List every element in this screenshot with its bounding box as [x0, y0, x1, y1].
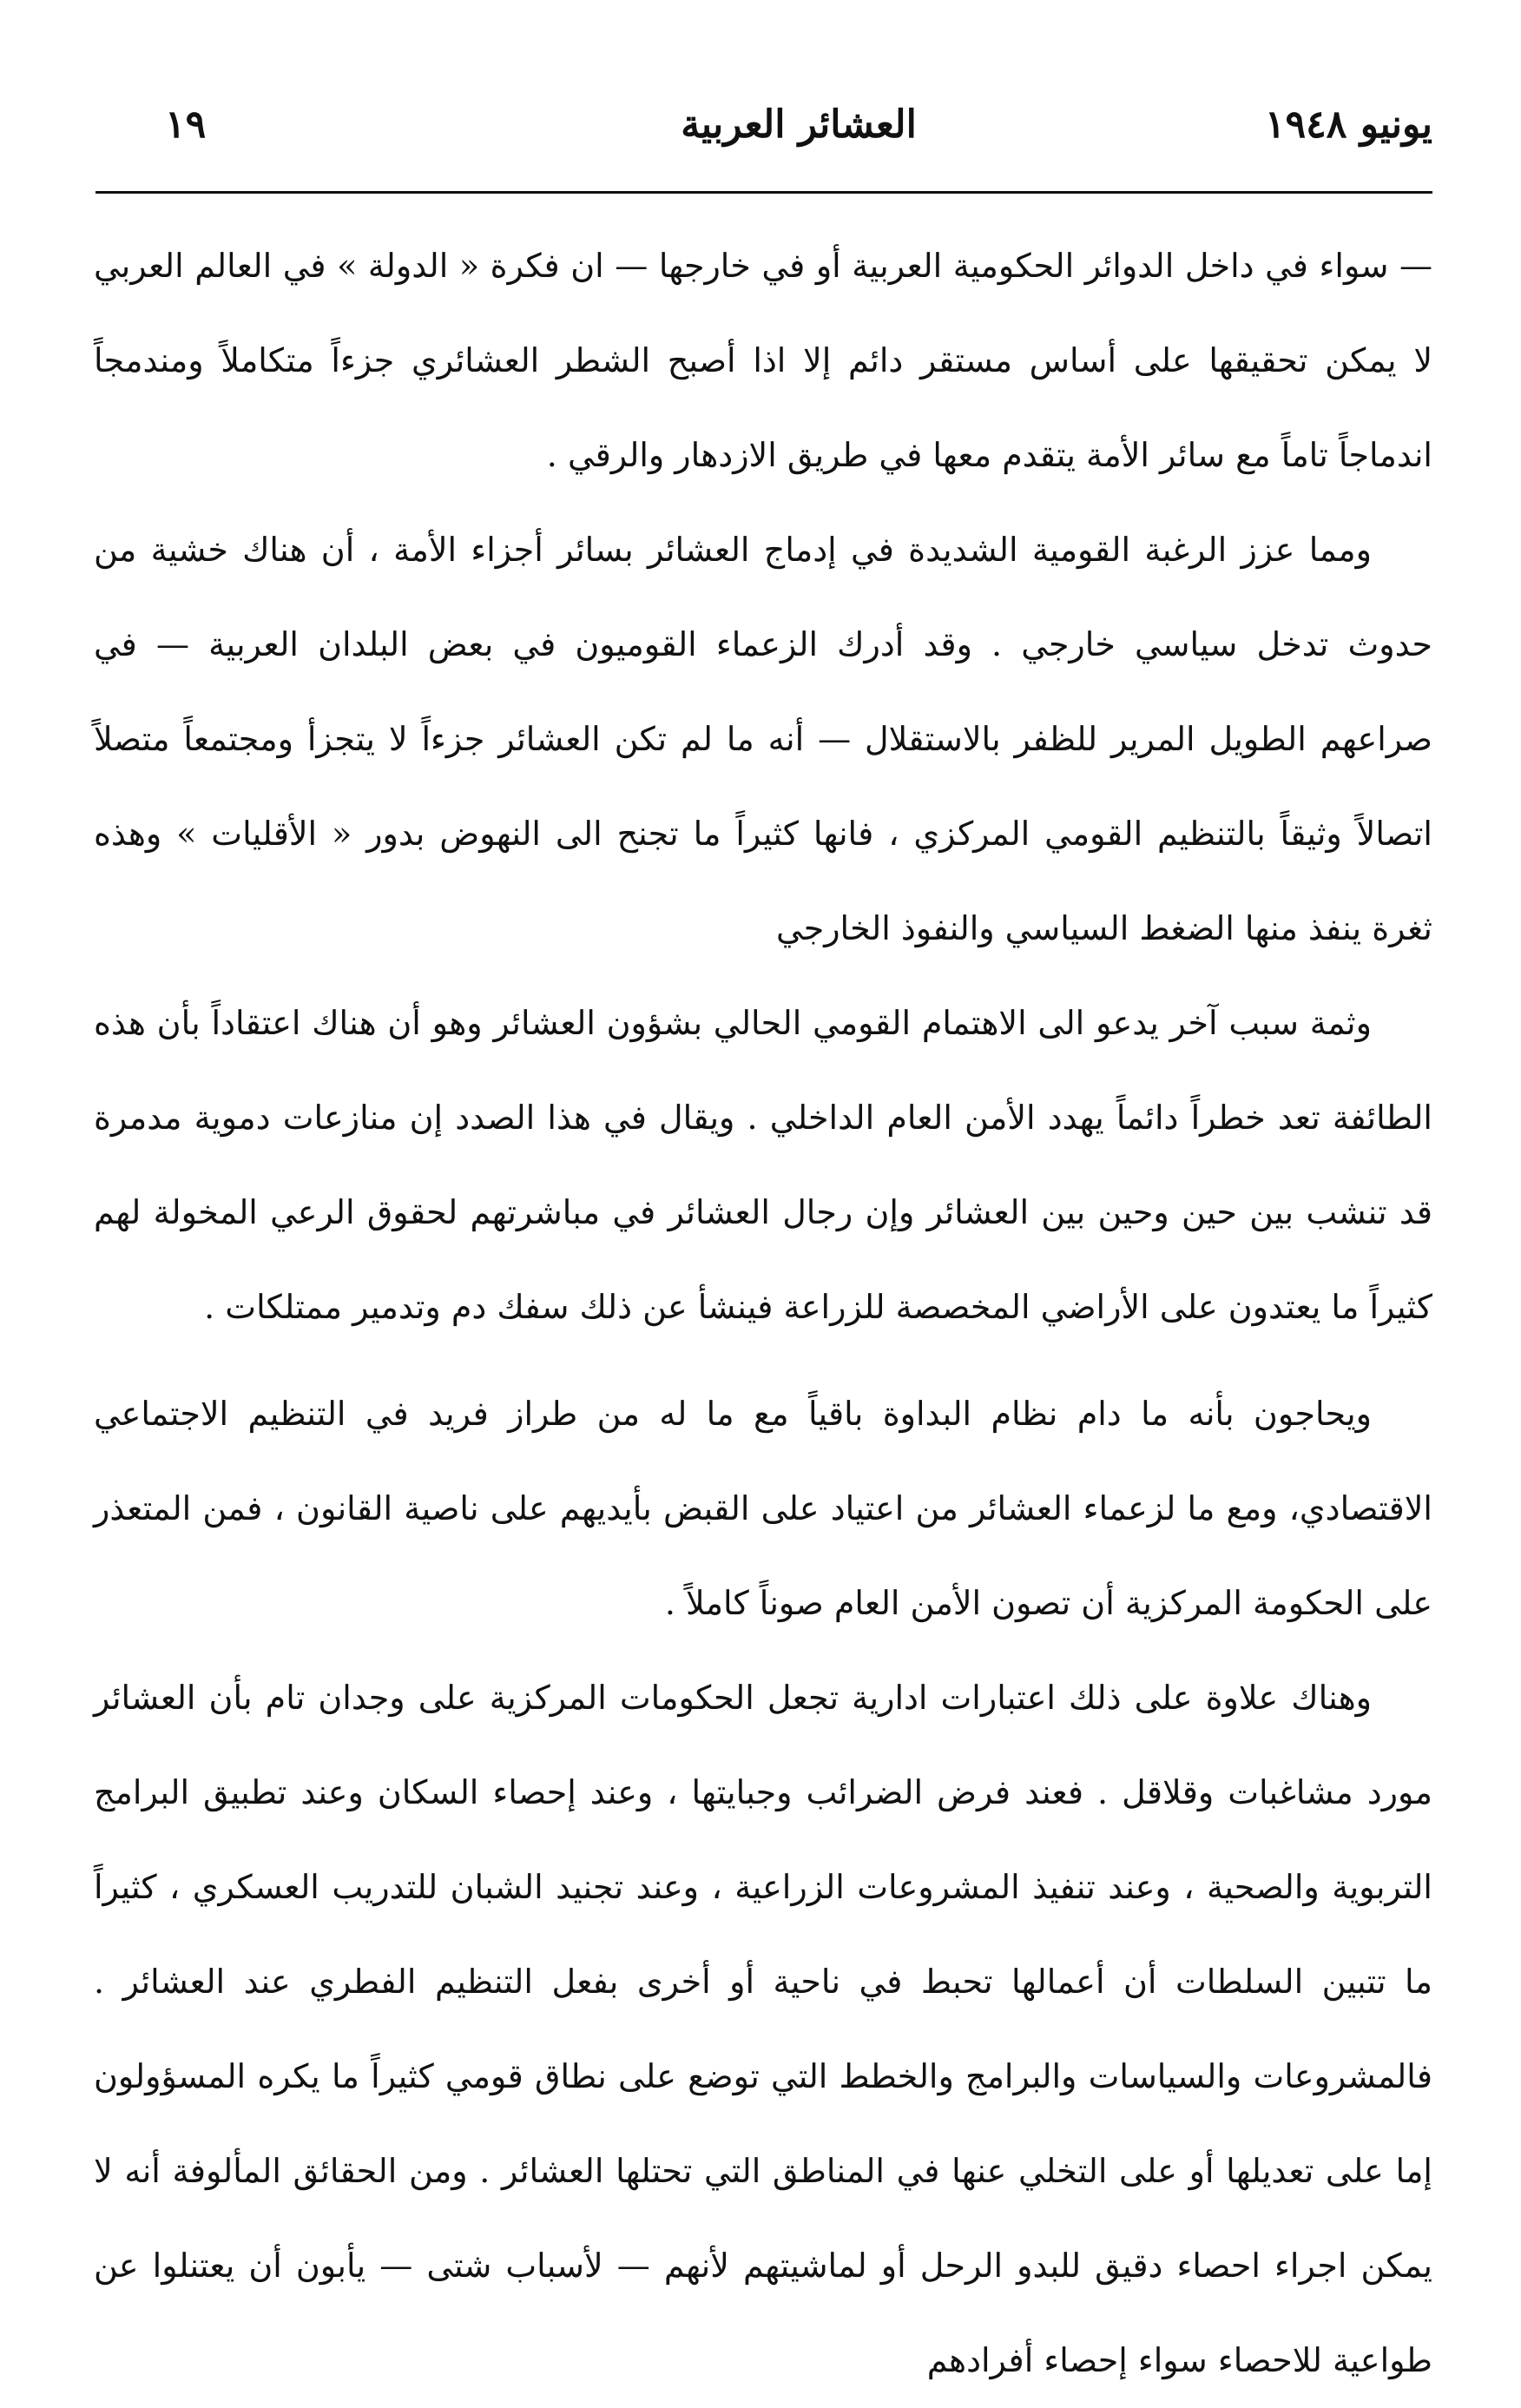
paragraph-5: وهناك علاوة على ذلك اعتبارات ادارية تجعل الحكومات المركزية على وجدان تام بأن العشائر مورد مشاغبات وقلاقل . فعند فرض الضرائب وجبايتها ، وعند إحصاء السكان وعند تطبيق البرامج التربوية والصحية ، وعند تنفيذ المشروعات الزراعية ، وعند تجنيد الشبان للتدريب العسكري ، كثيراً ما تتبين السلطات أن أعمالها تحبط في ناحية أو أخرى بفعل التنظيم الفطري عند العشائر . فالمشروعات والسياسات والبرامج والخطط التي توضع على نطاق قومي كثيراً ما يكره المسؤولون إما على تعديلها أو على التخلي عنها في المناطق التي تحتلها العشائر . ومن الحقائق المألوفة أنه لا يمكن اجراء احصاء دقيق للبدو الرحل أو لماشيتهم لأنهم — لأسباب شتى — يأبون أن يعتنلوا عن طواعية للاحصاء سواء إحصاء أفرادهم	[94, 1679, 1432, 2379]
running-header	[165, 102, 1432, 172]
paragraph-4: ويحاجون بأنه ما دام نظام البداوة باقياً مع ما له من طراز فريد في التنظيم الاجتماعي الاقتصادي، ومع ما لزعماء العشائر من اعتياد على القبض بأيديهم على ناصية القانون ، فمن المتعذر على الحكومة المركزية أن تصون الأمن العام صوناً كاملاً .	[94, 1395, 1432, 1622]
article-body	[94, 219, 1432, 2408]
paragraph-1: — سواء في داخل الدوائر الحكومية العربية أو في خارجها — ان فكرة « الدولة » في العالم العربي لا يمكن تحقيقها على أساس مستقر دائم إلا اذا أصبح الشطر العشائري جزءاً متكاملاً ومندمجاً اندماجاً تاماً مع سائر الأمة يتقدم معها في طريق الازدهار والرقي .	[94, 247, 1432, 474]
header-divider	[95, 191, 1432, 194]
paragraph-3: وثمة سبب آخر يدعو الى الاهتمام القومي الحالي بشؤون العشائر وهو أن هناك اعتقاداً بأن هذه الطائفة تعد خطراً دائماً يهدد الأمن العام الداخلي . ويقال في هذا الصدد إن منازعات دموية مدمرة قد تنشب بين حين وحين بين العشائر وإن رجال العشائر في مباشرتهم لحقوق الرعي المخولة لهم كثيراً ما يعتدون على الأراضي المخصصة للزراعة فينشأ عن ذلك سفك دم وتدمير ممتلكات .	[94, 1004, 1432, 1326]
header-date: يونيو ١٩٤٨	[1264, 102, 1432, 147]
page-number: ١٩	[165, 102, 207, 147]
paragraph-2: ومما عزز الرغبة القومية الشديدة في إدماج العشائر بسائر أجزاء الأمة ، أن هناك خشية من حدوث تدخل سياسي خارجي . وقد أدرك الزعماء القوميون في بعض البلدان العربية — في صراعهم الطويل المرير للظفر بالاستقلال — أنه ما لم تكن العشائر جزءاً لا يتجزأ ومجتمعاً متصلاً اتصالاً وثيقاً بالتنظيم القومي المركزي ، فانها كثيراً ما تجنح الى النهوض بدور « الأقليات » وهذه ثغرة ينفذ منها الضغط السياسي والنفوذ الخارجي	[94, 531, 1433, 947]
journal-title: العشائر العربية	[681, 102, 917, 147]
